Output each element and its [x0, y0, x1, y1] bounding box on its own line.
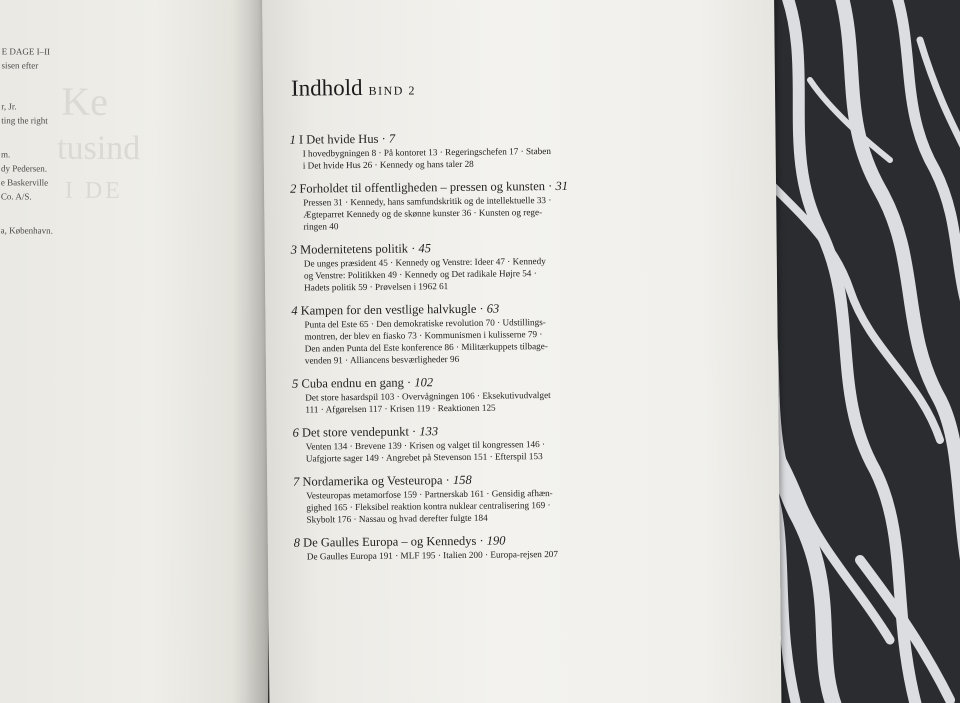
- volume-label: BIND 2: [368, 83, 416, 98]
- section-line: I hovedbygningen 8 · På kontoret 13 · Regeringschefen 17 · Staben: [302, 145, 551, 159]
- chapter-heading: 7 Nordamerika og Vesteuropa · 158: [293, 472, 472, 489]
- bleed-through-text: Ke: [61, 78, 109, 124]
- section-line: Pressen 31 · Kennedy, hans samfundskritik og de intellektuelle 33 ·: [303, 194, 552, 208]
- toc-entry: [291, 298, 702, 366]
- chapter-number: 3: [290, 242, 298, 257]
- section-line: Vesteuropas metamorfose 159 · Partnerskab 161 · Gensidig afhæn-: [306, 487, 553, 501]
- section-list: [303, 144, 673, 172]
- chapter-heading: 5 Cuba endnu en gang · 102: [292, 375, 434, 391]
- toc-entry: [289, 127, 699, 171]
- chapter-heading: 6 Det store vendepunkt · 133: [292, 424, 439, 440]
- chapter-title: Forholdet til offentligheden – pressen og kunsten: [299, 179, 546, 196]
- section-line: ringen 40: [303, 221, 339, 232]
- bleed-through-text: I DE: [64, 177, 123, 204]
- section-line: i Det hvide Hus 26 · Kennedy og hans taler 28: [302, 158, 474, 171]
- chapter-heading: 2 Forholdet til offentligheden – pressen og kunsten · 31: [289, 178, 568, 196]
- right-page: [262, 0, 781, 703]
- section-line: Ægteparret Kennedy og de skønne kunster 36 · Kunsten og rege-: [303, 207, 543, 220]
- section-line: Det store hasardspil 103 · Overvågningen 106 · Eksekutivudvalget: [305, 389, 551, 403]
- section-line: De Gaulles Europa 191 · MLF 195 · Italien 200 · Europa-rejsen 207: [306, 548, 558, 562]
- toc-heading: Indhold: [290, 74, 363, 101]
- section-line: venden 91 · Alliancens besværligheder 96: [304, 353, 460, 366]
- toc-entry: [294, 530, 704, 562]
- section-line: Punta del Este 65 · Den demokratiske revolution 70 · Udstillings-: [304, 317, 546, 330]
- chapter-number: 4: [291, 303, 298, 318]
- section-line: De unges præsident 45 · Kennedy og Venstre: Ideer 47 · Kennedy: [303, 256, 546, 269]
- toc-entry: [293, 469, 704, 525]
- page-title: [291, 74, 416, 101]
- chapter-page: 7: [388, 131, 396, 146]
- table-of-contents: [289, 127, 704, 571]
- chapter-heading: 3 Modernitetens politik · 45: [290, 241, 432, 257]
- left-text-fragment: sisen efter: [1, 60, 39, 71]
- chapter-page: 63: [486, 301, 500, 316]
- chapter-title: I Det hvide Hus: [298, 131, 379, 147]
- section-line: 111 · Afgørelsen 117 · Krisen 119 · Reaktionen 125: [305, 402, 496, 415]
- bleed-through-text: tusind: [56, 129, 141, 168]
- left-text-fragment: e Baskerville: [0, 177, 49, 188]
- left-text-fragment: a, København.: [0, 225, 53, 236]
- section-line: Den anden Punta del Este konference 86 · Militærkuppets tilbage-: [304, 341, 548, 354]
- left-text-fragment: Co. A/S.: [0, 191, 32, 202]
- section-list: [307, 547, 677, 563]
- chapter-title: Kampen for den vestlige halvkugle: [300, 301, 477, 318]
- section-list: [306, 437, 676, 465]
- chapter-page: 133: [419, 424, 439, 439]
- section-line: Venten 134 · Brevene 139 · Krisen og valget til kongressen 146 ·: [305, 439, 546, 452]
- chapter-number: 5: [292, 376, 299, 391]
- section-line: gighed 165 · Fleksibel reaktion kontra nuklear centralisering 169 ·: [306, 500, 551, 513]
- section-line: montren, der blev en fiasko 73 · Kommunismen i kulisserne 79 ·: [304, 329, 543, 342]
- chapter-page: 102: [414, 375, 434, 390]
- chapter-number: 8: [293, 535, 301, 550]
- chapter-title: Cuba endnu en gang: [301, 375, 404, 391]
- chapter-heading: 4 Kampen for den vestlige halvkugle · 63: [291, 301, 500, 318]
- section-line: Uafgjorte sager 149 · Angrebet på Stevenson 151 · Efterspil 153: [305, 451, 543, 464]
- chapter-number: 2: [289, 181, 297, 196]
- chapter-number: 7: [293, 474, 300, 489]
- chapter-heading: 1 I Det hvide Hus · 7: [289, 131, 396, 147]
- left-text-fragment: ting the right: [1, 115, 48, 126]
- chapter-number: 6: [292, 425, 299, 440]
- chapter-title: Nordamerika og Vesteuropa: [302, 473, 443, 489]
- section-line: Skybolt 176 · Nassau og hvad derefter fulgte 184: [306, 512, 488, 525]
- section-list: [305, 388, 675, 416]
- chapter-number: 1: [289, 132, 296, 147]
- toc-entry: [292, 371, 702, 415]
- section-list: [304, 315, 674, 367]
- chapter-page: 158: [452, 472, 472, 488]
- left-text-fragment: E DAGE I–II: [1, 46, 51, 57]
- toc-entry: [293, 420, 703, 464]
- chapter-title: Det store vendepunkt: [301, 424, 409, 440]
- chapter-page: 45: [418, 241, 432, 256]
- section-list: [306, 486, 676, 526]
- toc-entry: [291, 237, 702, 293]
- left-text-fragment: r, Jr.: [1, 101, 17, 112]
- chapter-heading: 8 De Gaulles Europa – og Kennedys · 190: [293, 533, 506, 550]
- chapter-page: 190: [486, 533, 506, 548]
- chapter-page: 31: [555, 178, 568, 193]
- section-list: [303, 193, 673, 233]
- section-list: [304, 254, 674, 294]
- left-text-fragment: m.: [1, 149, 11, 160]
- left-text-fragment: dy Pedersen.: [0, 163, 48, 174]
- section-line: Hadets politik 59 · Prøvelsen i 1962 61: [304, 281, 449, 293]
- toc-entry: [290, 176, 701, 232]
- section-line: og Venstre: Politikken 49 · Kennedy og Det radikale Højre 54 ·: [303, 268, 537, 281]
- chapter-title: De Gaulles Europa – og Kennedys: [303, 533, 477, 550]
- chapter-title: Modernitetens politik: [299, 241, 409, 257]
